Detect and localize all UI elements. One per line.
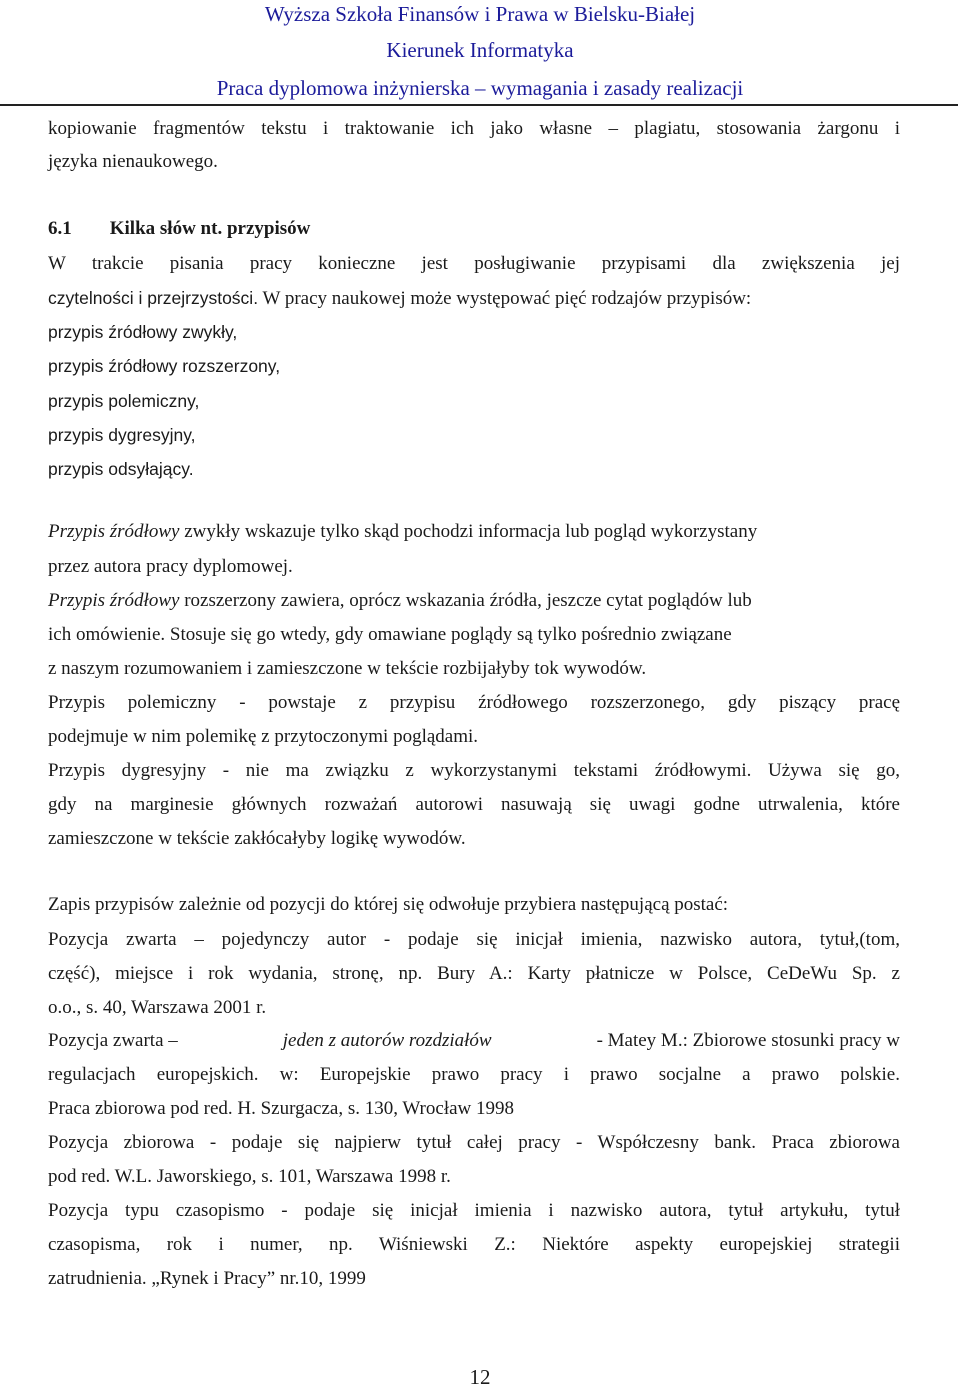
term-source-simple: Przypis źródłowy [48,521,180,542]
paragraph-7-line-3: o.o., s. 40, Warszawa 2001 r. [48,997,267,1018]
paragraph-2-line-2: przez autora pracy dyplomowej. [48,556,293,577]
paragraph-1-fragment-a: czytelności i przejrzystości. [48,288,259,308]
paragraph-8-fragment-a: Pozycja zwarta – [48,1030,178,1051]
paragraph-8-fragment-italic: jeden z autorów rozdziałów [282,1030,492,1051]
header-divider [0,104,958,106]
paragraph-7-line-1: Pozycja zwarta – pojedynczy autor - podaje się inicjał imienia, nazwisko autora, tytuł,(tom, [48,929,900,950]
paragraph-10-line-3: zatrudnienia. „Rynek i Pracy” nr.10, 1999 [48,1268,366,1289]
list-item: przypis źródłowy rozszerzony, [48,356,281,376]
list-item: przypis źródłowy zwykły, [48,322,238,342]
paragraph-5-line-2: gdy na marginesie głównych rozważań autorowi nasuwają się uwagi godne utrwalenia, które [48,794,900,815]
paragraph-3-text: rozszerzony zawiera, oprócz wskazania źródła, jeszcze cytat poglądów lub [184,590,752,611]
list-item: przypis odsyłający. [48,459,194,479]
paragraph-10-line-1: Pozycja typu czasopismo - podaje się inicjał imienia i nazwisko autora, tytuł artykułu, tytuł [48,1200,900,1221]
paragraph-8-line-2: regulacjach europejskich. w: Europejskie prawo pracy i prawo socjalne a prawo polskie. [48,1064,900,1085]
paragraph-6-line-1: Zapis przypisów zależnie od pozycji do której się odwołuje przybiera następującą postać: [48,894,729,915]
term-source-extended: Przypis źródłowy [48,590,180,611]
section-title: Kilka słów nt. przypisów [109,218,311,239]
paragraph-1-fragment-b: W pracy naukowej może występować pięć rodzajów przypisów: [262,288,752,309]
paragraph-1-line-1: W trakcie pisania pracy konieczne jest posługiwanie przypisami dla zwiększenia jej [48,253,900,274]
paragraph-3-fragment-b: Stosuje się go wtedy, gdy omawiane poglądy są tylko pośrednio związane [169,624,732,645]
paragraph-10-line-2: czasopisma, rok i numer, np. Wiśniewski Z.: Niektóre aspekty europejskiej strategii [48,1234,900,1255]
paragraph-4-line-2: podejmuje w nim polemikę z przytoczonymi poglądami. [48,726,479,747]
section-number: 6.1 [48,218,72,239]
intro-line-1: kopiowanie fragmentów tekstu i traktowanie ich jako własne – plagiatu, stosowania żargonu i [48,118,900,139]
paragraph-8-fragment-b: - Matey M.: Zbiorowe stosunki pracy w [596,1030,900,1051]
paragraph-2-line-1 [48,520,757,544]
header-school: Wyższa Szkoła Finansów i Prawa w Bielsku-Białej [264,2,696,26]
paragraph-7-line-2: część), miejsce i rok wydania, stronę, np. Bury A.: Karty płatnicze w Polsce, CeDeWu Sp. z [48,963,900,984]
header-title: Praca dyplomowa inżynierska – wymagania i zasady realizacji [216,76,744,100]
intro-line-2: języka nienaukowego. [48,151,218,172]
paragraph-8-line-3: Praca zbiorowa pod red. H. Szurgacza, s. 130, Wrocław 1998 [48,1098,515,1119]
paragraph-3-line-3: z naszym rozumowaniem i zamieszczone w tekście rozbijałyby tok wywodów. [48,658,647,679]
paragraph-3-line-2 [48,623,732,647]
page-number: 12 [469,1365,491,1389]
section-heading [48,217,310,241]
header-program: Kierunek Informatyka [386,38,574,62]
list-item: przypis dygresyjny, [48,425,196,445]
paragraph-5-line-1: Przypis dygresyjny - nie ma związku z wykorzystanymi tekstami źródłowymi. Używa się go, [48,760,900,781]
paragraph-3-line-1 [48,589,752,613]
paragraph-9-line-1: Pozycja zbiorowa - podaje się najpierw tytuł całej pracy - Współczesny bank. Praca zbiorowa [48,1132,900,1153]
paragraph-5-line-3: zamieszczone w tekście zakłócałyby logikę wywodów. [48,828,466,849]
list-item: przypis polemiczny, [48,391,200,411]
paragraph-3-fragment-a: ich omówienie. [48,624,166,645]
paragraph-2-text: zwykły wskazuje tylko skąd pochodzi informacja lub pogląd wykorzystany [184,521,758,542]
paragraph-1-line-2 [48,286,751,310]
paragraph-4-line-1: Przypis polemiczny - powstaje z przypisu źródłowego rozszerzonego, gdy piszący pracę [48,692,900,713]
paragraph-8-line-1 [48,1029,900,1053]
paragraph-9-line-2: pod red. W.L. Jaworskiego, s. 101, Warszawa 1998 r. [48,1166,451,1187]
